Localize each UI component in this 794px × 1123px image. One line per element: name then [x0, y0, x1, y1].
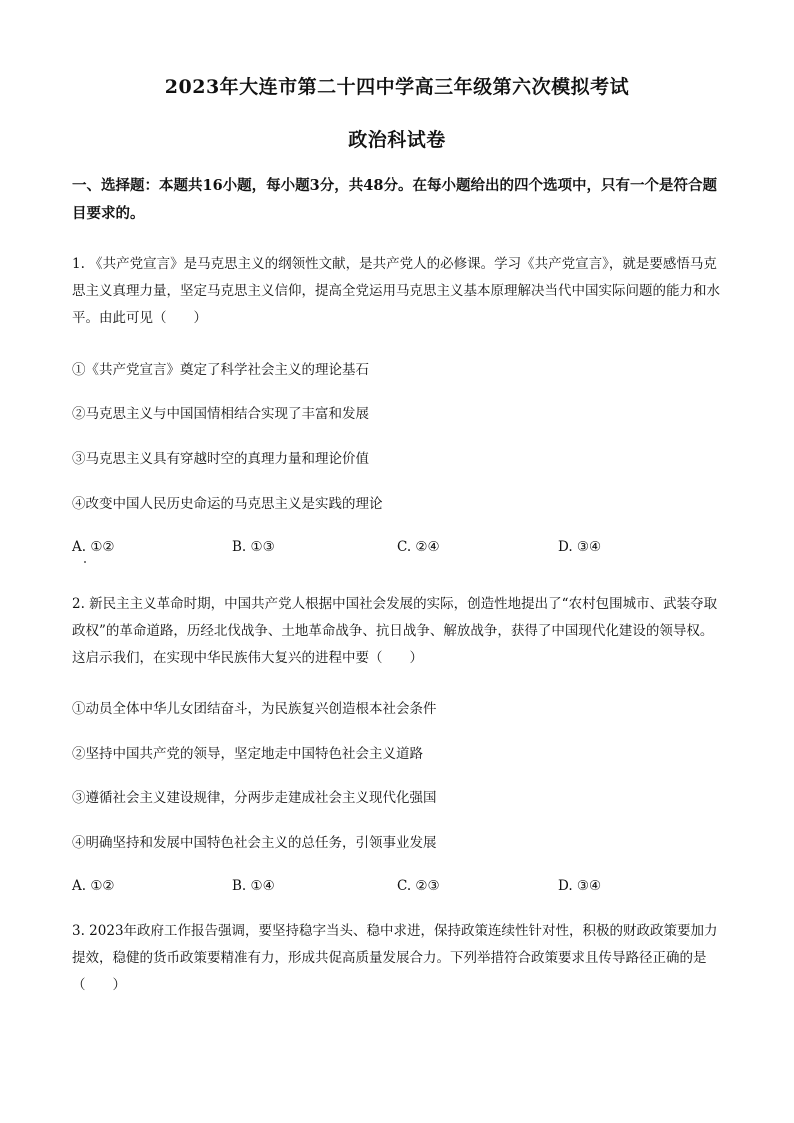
exam-title: 2023年大连市第二十四中学高三年级第六次模拟考试	[164, 76, 630, 98]
question-2-choice-d[interactable]: D. ③④	[558, 878, 602, 894]
stray-dot	[84, 561, 86, 563]
question-2-option-3: ③遵循社会主义建设规律，分两步走建成社会主义现代化强国	[72, 790, 437, 806]
question-1-stem: 1. 《共产党宣言》是马克思主义的纲领性文献，是共产党人的必修课。学习《共产党宣言》，就是要感悟马克思主义真理力量，坚定马克思主义信仰，提高全党运用马克思主义基本原理解决当代中国实际问题的能力和水平。由此可见（ ）	[72, 256, 720, 326]
question-1-choices	[72, 537, 722, 557]
question-2-option-1: ①动员全体中华儿女团结奋斗，为民族复兴创造根本社会条件	[72, 701, 437, 717]
exam-subtitle: 政治科试卷	[348, 129, 446, 151]
question-1-choice-a[interactable]: A. ①②	[72, 539, 115, 555]
question-1-choice-d[interactable]: D. ③④	[558, 539, 602, 555]
question-2-choices	[72, 876, 722, 896]
question-1-choice-b[interactable]: B. ①③	[232, 539, 275, 555]
section-instructions: 一、选择题：本题共16小题，每小题3分，共48分。在每小题给出的四个选项中，只有一个是符合题目要求的。	[72, 177, 717, 222]
question-2-stem: 2. 新民主主义革命时期，中国共产党人根据中国社会发展的实际，创造性地提出了“农村包围城市、武装夺取政权”的革命道路，历经北伐战争、土地革命战争、抗日战争、解放战争，获得了中国现代化建设的领导权。这启示我们，在实现中华民族伟大复兴的进程中要（ ）	[72, 596, 718, 666]
question-1-option-3: ③马克思主义具有穿越时空的真理力量和理论价值	[72, 451, 369, 467]
question-2-choice-a[interactable]: A. ①②	[72, 878, 115, 894]
question-1-choice-c[interactable]: C. ②④	[397, 539, 440, 555]
question-2-option-4: ④明确坚持和发展中国特色社会主义的总任务，引领事业发展	[72, 835, 437, 851]
question-1-option-4: ④改变中国人民历史命运的马克思主义是实践的理论	[72, 496, 383, 512]
question-2-choice-b[interactable]: B. ①④	[232, 878, 275, 894]
question-1-option-2: ②马克思主义与中国国情相结合实现了丰富和发展	[72, 406, 369, 422]
question-2-choice-c[interactable]: C. ②③	[397, 878, 440, 894]
question-2-option-2: ②坚持中国共产党的领导，坚定地走中国特色社会主义道路	[72, 746, 423, 762]
question-1-option-1: ①《共产党宣言》奠定了科学社会主义的理论基石	[72, 362, 369, 378]
question-3-stem: 3. 2023年政府工作报告强调，要坚持稳字当头、稳中求进，保持政策连续性针对性，积极的财政政策要加力提效，稳健的货币政策要精准有力，形成共促高质量发展合力。下列举措符合政策要求且传导路径正确的是（ ）	[72, 923, 718, 993]
